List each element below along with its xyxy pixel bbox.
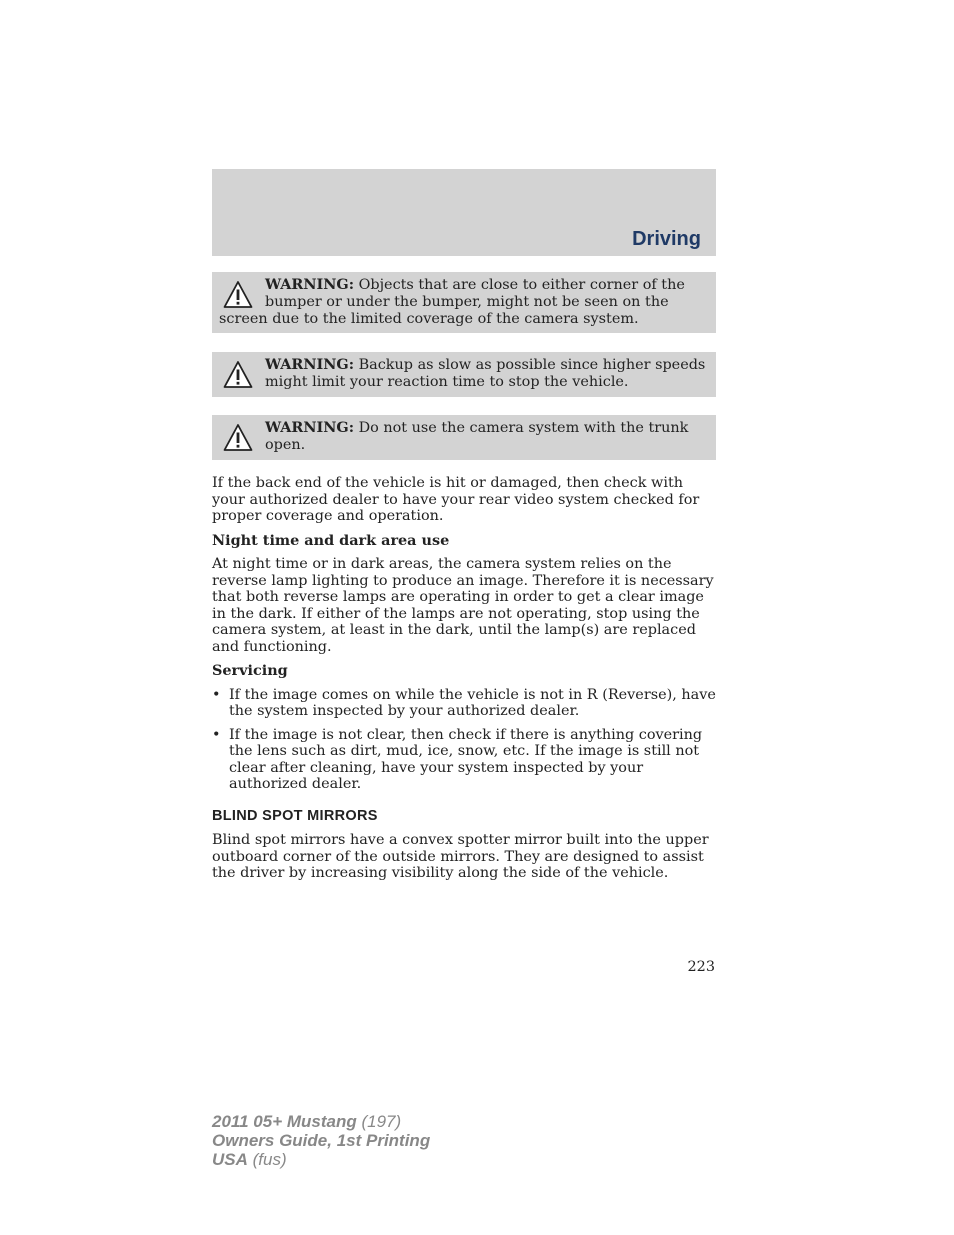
footer-model: 2011 05+ Mustang: [212, 1112, 357, 1131]
warning-label: WARNING:: [265, 276, 355, 293]
footer-market: USA: [212, 1150, 248, 1169]
warning-text: Backup as slow as possible since higher speeds might limit your reaction time to stop the vehicle.: [265, 357, 706, 390]
paragraph-blind-spot: Blind spot mirrors have a convex spotter mirror built into the upper outboard corner of the outside mirrors. They are designed to assist the driver by increasing visibility along the side of the vehicle.: [212, 832, 709, 881]
section-title: Driving: [632, 228, 701, 250]
page-number: 223: [687, 959, 715, 975]
servicing-list: [212, 687, 716, 793]
subheading-servicing: Servicing: [212, 662, 288, 679]
subheading-night: Night time and dark area use: [212, 531, 450, 549]
list-item: • If the image comes on while the vehicle is not in R (Reverse), have the system inspected by your authorized dealer.: [212, 687, 716, 720]
footer-guide: Owners Guide, 1st Printing: [212, 1131, 431, 1150]
warning-triangle-icon: [223, 280, 253, 310]
section-heading-blind-spot: BLIND SPOT MIRRORS: [212, 807, 378, 824]
paragraph-damage: If the back end of the vehicle is hit or damaged, then check with your authorized dealer to have your rear video system checked for proper coverage and operation.: [212, 475, 700, 524]
warning-label: WARNING:: [265, 419, 355, 436]
footer: [212, 1112, 430, 1169]
footer-line-1: [212, 1112, 430, 1131]
footer-model-code: (197): [356, 1112, 402, 1131]
warning-label: WARNING:: [265, 356, 355, 373]
warning-text: Do not use the camera system with the trunk open.: [265, 420, 689, 453]
list-item: • If the image is not clear, then check if there is anything covering the lens such as dirt, mud, ice, snow, etc. If the image is still not clear after cleaning, have your system inspected by your authorized dealer.: [212, 727, 716, 793]
warning-box-1: [212, 272, 716, 333]
warning-triangle-icon: [223, 423, 253, 453]
footer-line-3: [212, 1150, 430, 1169]
warning-box-3: [212, 415, 716, 460]
warning-triangle-icon: [223, 360, 253, 390]
footer-market-code: (fus): [247, 1150, 287, 1169]
main-content: [212, 475, 716, 890]
paragraph-night: At night time or in dark areas, the camera system relies on the reverse lamp lighting to produce an image. Therefore it is necessary that both reverse lamps are operating in order to get a clear image in the dark. If either of the lamps are not operating, stop using the camera system, at least in the dark, until the lamp(s) are replaced and functioning.: [212, 556, 714, 655]
warning-box-2: [212, 352, 716, 397]
warning-text: Objects that are close to either corner of the bumper or under the bumper, might not be seen on the screen due to the limited coverage of the camera system.: [219, 277, 685, 327]
section-header: [212, 169, 716, 256]
footer-line-2: [212, 1131, 430, 1150]
